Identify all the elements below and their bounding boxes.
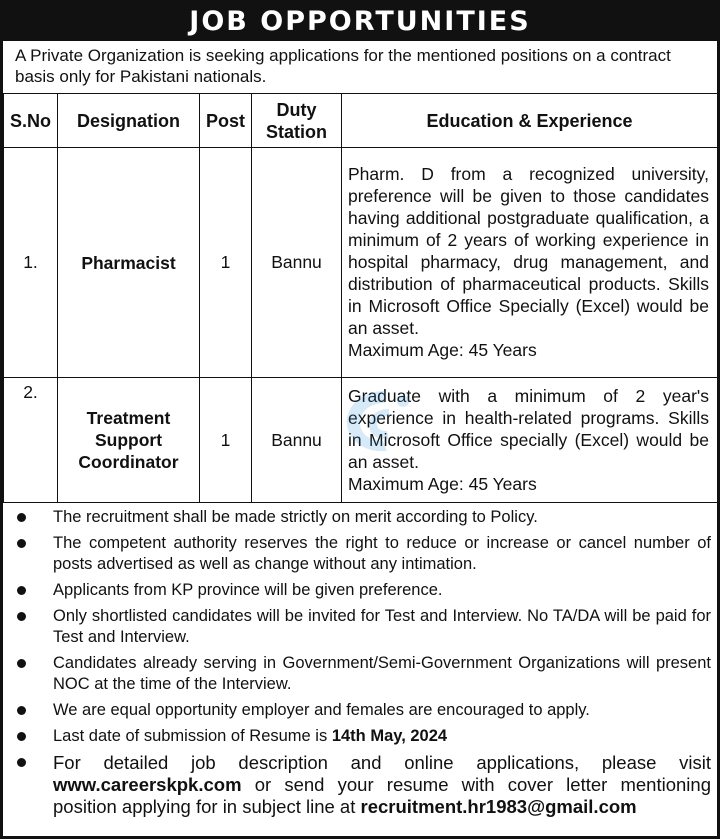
note-text: Only shortlisted candidates will be invited for Test and Interview. No TA/DA will be paid for Test and Interview. — [53, 607, 711, 646]
table-row — [4, 148, 718, 378]
cell-station: Bannu — [252, 378, 342, 503]
note-text: Candidates already serving in Government/Semi-Government Organizations will present NOC at the time of the Interview. — [53, 654, 711, 693]
cell-designation: Treatment Support Coordinator — [58, 378, 200, 503]
education-text: Graduate with a minimum of 2 year's experience in health-related programs. Skills in Microsoft Office specially (Excel) would be an asset. — [348, 385, 709, 472]
intro-text: A Private Organization is seeking applications for the mentioned positions on a contract basis only for Pakistani nationals. — [15, 46, 671, 86]
header-education: Education & Experience — [342, 94, 718, 148]
bullet-icon — [17, 706, 26, 715]
last-date: 14th May, 2024 — [331, 727, 448, 745]
cell-post: 1 — [200, 148, 252, 378]
list-item — [11, 580, 711, 601]
cell-station: Bannu — [252, 148, 342, 378]
page-title: JOB OPPORTUNITIES — [3, 3, 717, 41]
list-item — [11, 606, 711, 648]
apply-text-2: or send your resume with cover letter mentioning position applying for in subject line at — [53, 774, 711, 817]
cell-education — [342, 148, 718, 378]
notes-list — [11, 507, 711, 823]
table-header-row — [4, 94, 718, 148]
bullet-icon — [17, 586, 26, 595]
bullet-icon — [17, 612, 26, 621]
list-item — [11, 752, 711, 818]
last-date-prefix: Last date of submission of Resume is — [53, 727, 332, 745]
header-post: Post — [200, 94, 252, 148]
bullet-icon — [17, 758, 26, 767]
education-text: Pharm. D from a recognized university, preference will be given to those candidates having additional postgraduate qualification, a minimum of 2 years of working experience in hospital pharmacy, drug management, and distribution of pharmaceutical products. Skills in Microsoft Office Specially (Excel) would be an asset. — [348, 164, 709, 338]
apply-text-1: For detailed job description and online applications, please visit — [53, 752, 711, 773]
cell-post: 1 — [200, 378, 252, 503]
bullet-icon — [17, 513, 26, 522]
bullet-icon — [17, 539, 26, 548]
bullet-icon — [17, 732, 26, 741]
max-age: Maximum Age: 45 Years — [348, 340, 537, 360]
list-item — [11, 726, 711, 747]
header-duty-line1: Duty — [276, 99, 317, 120]
note-text: The recruitment shall be made strictly on merit according to Policy. — [53, 508, 538, 526]
header-duty-line2: Station — [266, 121, 327, 142]
list-item — [11, 507, 711, 528]
cell-sno: 2. — [4, 378, 58, 503]
bullet-icon — [17, 659, 26, 668]
email-link[interactable]: recruitment.hr1983@gmail.com — [360, 796, 637, 817]
note-text: Applicants from KP province will be given preference. — [53, 581, 443, 599]
list-item — [11, 533, 711, 575]
cell-sno: 1. — [4, 148, 58, 378]
list-item — [11, 700, 711, 721]
cell-designation: Pharmacist — [58, 148, 200, 378]
header-duty-station — [252, 94, 342, 148]
note-text: We are equal opportunity employer and females are encouraged to apply. — [53, 701, 590, 719]
list-item — [11, 653, 711, 695]
note-text: The competent authority reserves the right to reduce or increase or cancel number of posts advertised as well as change without any intimation. — [53, 534, 711, 573]
website-link[interactable]: www.careerskpk.com — [53, 774, 242, 795]
careerskpk-logo-watermark-icon — [335, 383, 425, 463]
header-sno: S.No — [4, 94, 58, 148]
header-designation: Designation — [58, 94, 200, 148]
max-age: Maximum Age: 45 Years — [348, 473, 537, 494]
